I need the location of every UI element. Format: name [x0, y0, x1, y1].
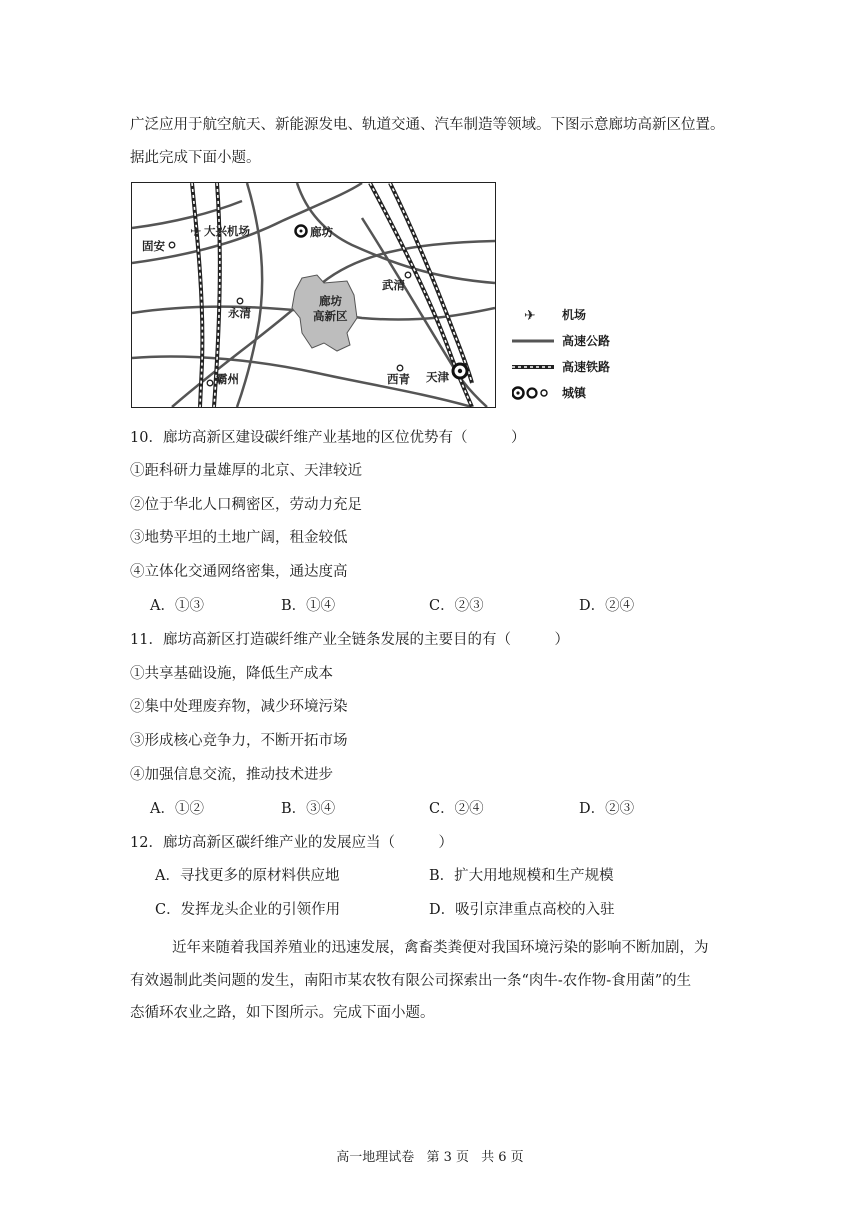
q10-stem: 10．廊坊高新区建设碳纤维产业基地的区位优势有（ ） [130, 430, 526, 446]
q10-option-d[interactable]: D．②④ [579, 598, 635, 614]
q10-item-3: ③地势平坦的土地广阔，租金较低 [130, 530, 348, 546]
q10-item-1: ①距科研力量雄厚的北京、天津较近 [130, 463, 362, 479]
town-label-bazhou: 霸州 [216, 372, 239, 386]
legend-airport-icon [512, 306, 554, 324]
q12-option-d[interactable]: D．吸引京津重点高校的入驻 [429, 902, 615, 918]
location-map [131, 182, 496, 408]
city-label-tianjin: 天津 [426, 370, 449, 384]
legend-highway [512, 332, 632, 350]
q11-item-3: ③形成核心竞争力，不断开拓市场 [130, 733, 348, 749]
passage2-line-3: 态循环农业之路，如下图所示。完成下面小题。 [130, 1005, 435, 1021]
legend-highway-label: 高速公路 [562, 334, 611, 348]
q12-option-c[interactable]: C．发挥龙头企业的引领作用 [155, 902, 341, 918]
page-footer [0, 1149, 860, 1167]
airport-label-daxing: 大兴机场 [204, 224, 250, 238]
town-label-xiqing: 西青 [387, 372, 410, 386]
q11-item-2: ②集中处理废弃物，减少环境污染 [130, 699, 348, 715]
legend-city [512, 384, 632, 402]
q11-stem: 11．廊坊高新区打造碳纤维产业全链条发展的主要目的有（ ） [130, 632, 569, 648]
town-marker-bazhou [207, 380, 213, 386]
railway-line [192, 183, 202, 407]
q11-item-1: ①共享基础设施，降低生产成本 [130, 666, 333, 682]
q10-option-c[interactable]: C．②③ [429, 598, 484, 614]
q11-option-b[interactable]: B．③④ [281, 801, 336, 817]
map-canvas [132, 183, 495, 407]
q10-option-a[interactable]: A．①③ [150, 598, 204, 614]
town-label-yongqing: 永清 [228, 306, 251, 320]
q12-option-b[interactable]: B．扩大用地规模和生产规模 [429, 868, 614, 884]
zone-label-2: 高新区 [313, 309, 348, 323]
map-legend [512, 306, 632, 406]
airport-icon: ✈ [190, 224, 202, 240]
footer-title: 高一地理试卷 [336, 1150, 415, 1165]
town-marker-wuqing [405, 272, 411, 278]
legend-railway-icon [512, 358, 554, 376]
legend-highway-icon [512, 332, 554, 350]
highway-line [237, 183, 262, 407]
q10-item-2: ②位于华北人口稠密区，劳动力充足 [130, 497, 362, 513]
legend-railway [512, 358, 632, 376]
legend-railway-label: 高速铁路 [562, 360, 611, 374]
q10-item-4: ④立体化交通网络密集，通达度高 [130, 564, 348, 580]
q10-option-b[interactable]: B．①④ [281, 598, 336, 614]
legend-airport-label: 机场 [562, 308, 587, 322]
highway-line [132, 356, 472, 407]
town-marker-xiqing [397, 365, 403, 371]
q11-option-c[interactable]: C．②④ [429, 801, 484, 817]
city-label-langfang: 廊坊 [310, 225, 333, 239]
q12-option-a[interactable]: A．寻找更多的原材料供应地 [155, 868, 340, 884]
town-marker-guan [169, 242, 175, 248]
footer-total: 共 6 页 [481, 1150, 524, 1165]
town-label-wuqing: 武清 [382, 278, 405, 292]
intro-line-1: 广泛应用于航空航天、新能源发电、轨道交通、汽车制造等领域。下图示意廊坊高新区位置。 [130, 117, 725, 133]
passage2-line-1: 近年来随着我国养殖业的迅速发展，禽畜类粪便对我国环境污染的影响不断加剧，为 [172, 940, 709, 956]
passage2-line-2: 有效遏制此类问题的发生，南阳市某农牧有限公司探索出一条“肉牛-农作物-食用菌”的生 [130, 973, 692, 989]
footer-page: 第 3 页 [426, 1150, 469, 1165]
legend-airport [512, 306, 632, 324]
intro-line-2: 据此完成下面小题。 [130, 150, 261, 166]
legend-city-icon [512, 384, 554, 402]
svg-text:✈: ✈ [524, 308, 536, 324]
legend-city-label: 城镇 [562, 386, 587, 400]
city-marker-tianjin-dot [458, 369, 462, 373]
q11-option-d[interactable]: D．②③ [579, 801, 635, 817]
town-marker-yongqing [237, 298, 243, 304]
q12-stem: 12．廊坊高新区碳纤维产业的发展应当（ ） [130, 835, 453, 851]
town-label-guan: 固安 [142, 239, 165, 253]
zone-label-1: 廊坊 [319, 294, 342, 308]
q11-option-a[interactable]: A．①② [150, 801, 204, 817]
q11-item-4: ④加强信息交流，推动技术进步 [130, 767, 333, 783]
city-marker-langfang-dot [300, 230, 303, 233]
